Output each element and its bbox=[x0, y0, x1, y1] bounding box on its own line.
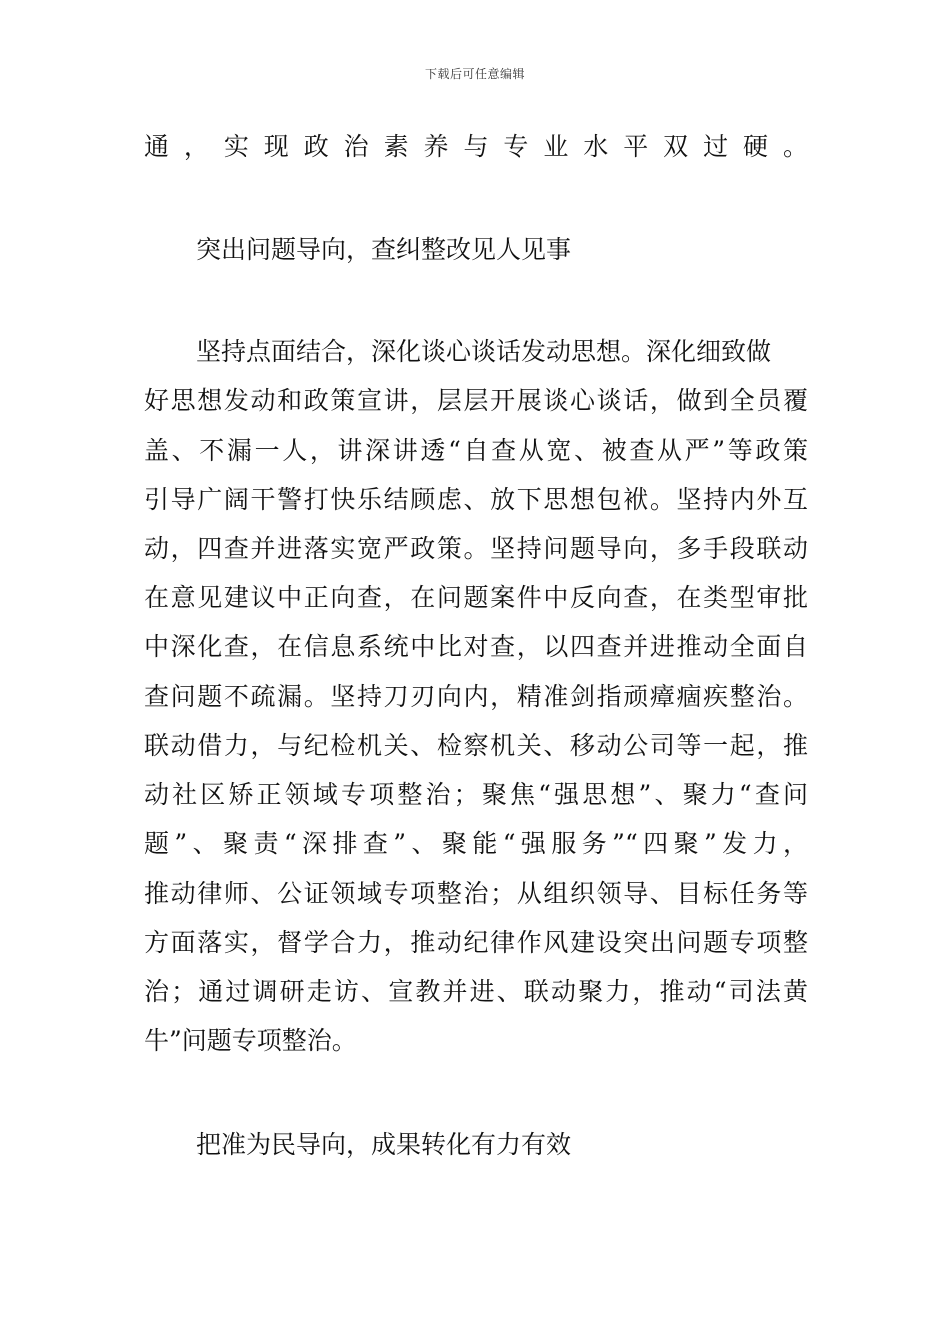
paragraph-line: 动社区矫正领域专项整治；聚焦“强思想”、聚力“查问 bbox=[144, 780, 808, 809]
paragraph-line: 方面落实，督学合力，推动纪律作风建设突出问题专项整 bbox=[144, 928, 808, 957]
paragraph-line: 治；通过调研走访、宣教并进、联动聚力，推动“司法黄 bbox=[144, 977, 808, 1006]
paragraph-line: 在意见建议中正向查，在问题案件中反向查，在类型审批 bbox=[144, 583, 808, 612]
paragraph-line: 引导广阔干警打快乐结顾虑、放下思想包袱。坚持内外互 bbox=[144, 485, 808, 514]
section-heading: 突出问题导向，查纠整改见人见事 bbox=[196, 235, 572, 264]
paragraph-line: 题”、聚责“深排查”、聚能“强服务”“四聚”发力， bbox=[144, 829, 808, 858]
paragraph-line: 联动借力，与纪检机关、检察机关、移动公司等一起，推 bbox=[144, 731, 808, 760]
page-header-note: 下载后可任意编辑 bbox=[424, 67, 525, 81]
paragraph-line: 牛”问题专项整治。 bbox=[144, 1026, 357, 1055]
paragraph-line: 坚持点面结合，深化谈心谈话发动思想。深化细致做 bbox=[196, 337, 772, 366]
paragraph-line: 推动律师、公证领域专项整治；从组织领导、目标任务等 bbox=[144, 879, 808, 908]
paragraph-line: 好思想发动和政策宣讲，层层开展谈心谈话，做到全员覆 bbox=[144, 386, 808, 415]
paragraph-line: 查问题不疏漏。坚持刀刃向内，精准剑指顽瘴痼疾整治。 bbox=[144, 682, 808, 711]
paragraph-line: 盖、不漏一人，讲深讲透“自查从宽、被查从严”等政策 bbox=[144, 436, 808, 465]
paragraph-line: 中深化查，在信息系统中比对查，以四查并进推动全面自 bbox=[144, 632, 808, 661]
continuation-line: 通，实现政治素养与专业水平双过硬。 bbox=[144, 132, 808, 161]
paragraph-line: 动，四查并进落实宽严政策。坚持问题导向，多手段联动 bbox=[144, 534, 808, 563]
section-heading: 把准为民导向，成果转化有力有效 bbox=[196, 1130, 572, 1159]
